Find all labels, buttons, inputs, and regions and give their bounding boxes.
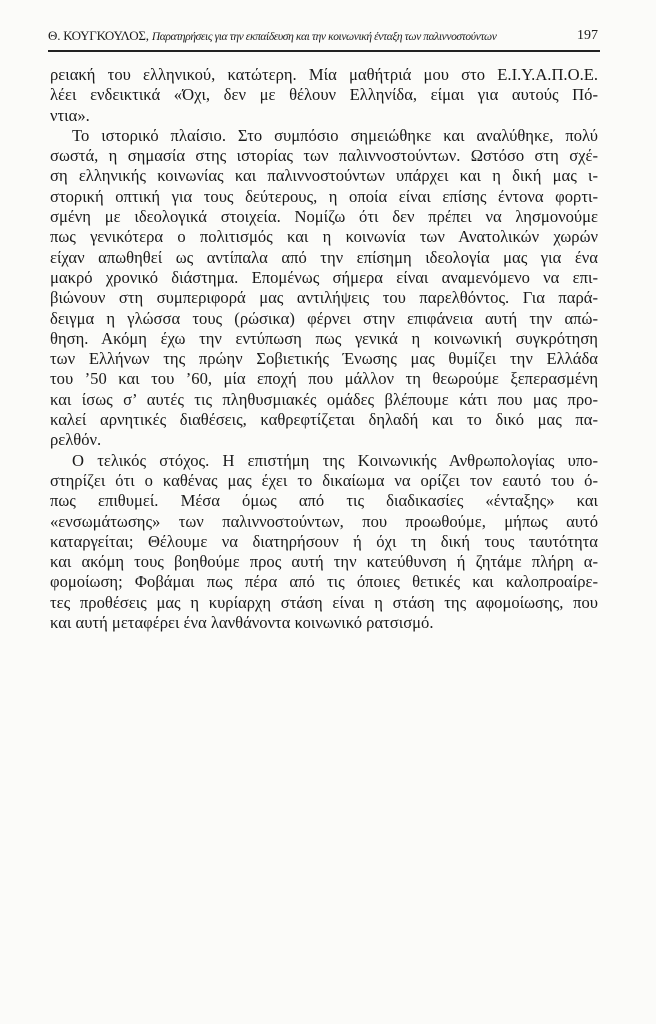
text-line: σωστά, η σημασία στης ιστορίας των παλιννοστούντων. Ωστόσο στη σχέ- [50,146,598,166]
text-line: Ο τελικός στόχος. Η επιστήμη της Κοινωνικής Ανθρωπολογίας υπο- [72,450,598,470]
text-line: ρελθόν. [50,430,102,450]
text-line: καλεί αρνητικές διαθέσεις, καθρεφτίζεται δηλαδή και το δικό μας πα- [50,410,598,430]
body-text [50,65,598,633]
paragraph [50,126,598,451]
header-author: Θ. ΚΟΥΓΚΟΥΛΟΣ, [48,28,149,43]
text-line: ντια». [50,105,90,125]
text-line: μακρό χρονικό διάστημα. Επομένως σήμερα είναι αναμενόμενο να επι- [50,267,598,287]
text-line: θηση. Ακόμη έχω την εντύπωση πως γενικά η κοινωνική συγκρότηση [50,328,598,348]
text-line: λέει ενδεικτικά «Όχι, δεν με θέλουν Ελληνίδα, είμαι για αυτούς Πό- [50,85,598,105]
header-title: Παρατηρήσεις για την εκπαίδευση και την κοινωνική ένταξη των παλιννοστούντων [151,31,497,43]
text-line: ρειακή του ελληνικού, κατώτερη. Μία μαθήτριά μου στο Ε.Ι.Υ.Α.Π.Ο.Ε. [50,65,598,84]
text-line: φομοίωση; Φοβάμαι πως πέρα από τις όποιες θετικές και καλοπροαίρε- [50,572,598,592]
text-line: και ίσως σ’ αυτές τις πληθυσμιακές ομάδες βλέπουμε κάτι που μας προ- [50,389,598,409]
text-line: στηρίζει ότι ο καθένας μας έχει το δικαίωμα να ορίζει τον εαυτό του ό- [50,470,598,490]
text-line: βιώνουν στη συμπεριφορά μας αντιλήψεις του παρελθόντος. Για παρά- [50,288,598,308]
page-number: 197 [577,28,598,43]
paragraph [50,65,598,126]
text-line: πως γενικότερα ο πολιτισμός και η κοινωνία των Ανατολικών χωρών [50,227,598,247]
text-line: πως επιθυμεί. Μέσα όμως από τις διαδικασίες «ένταξης» και [50,491,598,511]
header-author-and-title [48,28,496,44]
text-line: και ακόμη τους βοηθούμε προς αυτή την κατεύθυνση ή ζητάμε πλήρη α- [50,552,598,572]
text-line: καταργείται; Θέλουμε να διατηρήσουν ή όχι τη δική τους ταυτότητα [50,531,598,551]
text-line: Το ιστορικό πλαίσιο. Στο συμπόσιο σημειώθηκε και αναλύθηκε, πολύ [72,125,598,145]
text-line: και αυτή μεταφέρει ένα λανθάνοντα κοινωνικό ρατσισμό. [50,613,434,633]
text-line: στορική οπτική για τους δεύτερους, η οποία είναι επίσης έντονα φορτι- [50,186,598,206]
text-line: δειγμα η γλώσσα τους (ρώσικα) φέρνει στην επιφάνεια αυτή την απώ- [50,308,598,328]
text-line: του ’50 και του ’60, μία εποχή που μάλλον τη θεωρούμε ξεπερασμένη [50,369,598,389]
header-rule [48,50,600,52]
text-line: ση ελληνικής κοινωνίας και παλιννοστούντων υπάρχει και η δική μας ι- [50,166,598,186]
text-line: σμένη με ιδεολογικά στοιχεία. Νομίζω ότι δεν πρέπει να λησμονούμε [50,207,598,227]
text-line: τες προθέσεις μας η κυρίαρχη στάση είναι η στάση της αφομοίωσης, που [50,592,598,612]
paragraph [50,451,598,634]
running-header [48,26,600,46]
text-line: είχαν απωθηθεί ως αντίπαλα από την επίσημη ιδεολογία μας για ένα [50,247,598,267]
text-line: «ενσωμάτωσης» των παλιννοστούντων, που προωθούμε, μήπως αυτό [50,511,598,531]
text-line: των Ελλήνων της πρώην Σοβιετικής Ένωσης μας θυμίζει την Ελλάδα [50,349,598,369]
